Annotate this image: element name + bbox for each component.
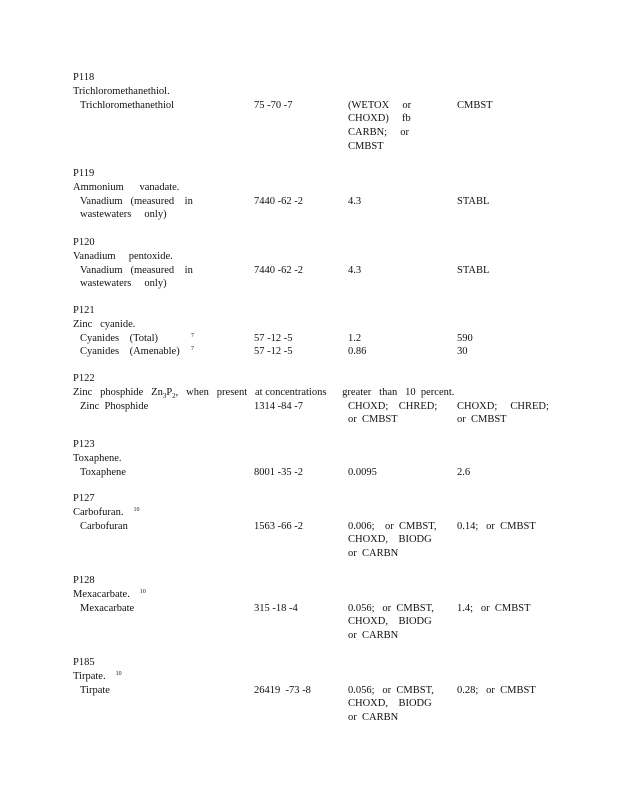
subscript: 2 — [172, 391, 176, 400]
waste-title — [73, 250, 573, 264]
constituent-name — [80, 332, 205, 346]
title-text: , when present at concentrations greater than 10 percent. — [175, 386, 455, 398]
ww-line: (WETOX or — [348, 99, 412, 111]
ww-line: CHOXD, BIODG — [348, 534, 432, 546]
nonwastewater-standard — [457, 520, 552, 534]
waste-entry — [73, 167, 573, 221]
waste-entry — [73, 438, 573, 478]
title-text: Zinc phosphide Zn — [73, 386, 163, 398]
nww-line: 0.14; or CMBST — [457, 520, 536, 532]
waste-code: P119 — [73, 168, 95, 179]
title-text: Zinc cyanide. — [73, 318, 136, 330]
cas-number: 1563 -66 -2 — [254, 520, 303, 532]
nonwastewater-standard — [457, 602, 552, 616]
nww-line: 2.6 — [457, 466, 471, 478]
waste-title — [73, 588, 573, 602]
ww-line: CHOXD) fb — [348, 113, 411, 125]
wastewater-standard — [348, 264, 436, 278]
nonwastewater-standard — [457, 466, 552, 480]
wastewater-standard — [348, 466, 436, 480]
cas-number: 75 -70 -7 — [254, 99, 293, 111]
cas-number: 57 -12 -5 — [254, 332, 293, 344]
ww-line: CMBST — [348, 140, 384, 152]
constituent-name — [80, 400, 205, 414]
ww-line: CARBN; or — [348, 127, 409, 139]
name-line: Cyanides (Amenable) — [80, 346, 180, 358]
constituent-name — [80, 602, 205, 616]
waste-code: P120 — [73, 237, 95, 248]
name-line: Vanadium (measured in — [80, 264, 193, 276]
title-text: Ammonium vanadate. — [73, 181, 180, 193]
waste-code: P127 — [73, 493, 95, 504]
name-line: Tirpate — [80, 684, 110, 696]
wastewater-standard — [348, 195, 436, 209]
name-line: Zinc Phosphide — [80, 400, 149, 412]
title-text: Tirpate. — [73, 670, 106, 682]
ww-line: 1.2 — [348, 332, 362, 344]
constituent-name — [80, 345, 205, 359]
wastewater-standard — [348, 684, 436, 725]
constituent-name — [80, 684, 205, 698]
nonwastewater-standard — [457, 264, 552, 278]
footnote-marker: 7 — [191, 332, 194, 339]
waste-code: P118 — [73, 72, 95, 83]
footnote-marker: 10 — [139, 588, 146, 595]
waste-title — [73, 85, 573, 99]
ww-line: CHOXD; CHRED; — [348, 400, 438, 412]
cas-number: 1314 -84 -7 — [254, 400, 303, 412]
name-line: Cyanides (Total) — [80, 332, 158, 344]
nww-line: CHOXD; CHRED; — [457, 400, 549, 412]
waste-title — [73, 670, 573, 684]
ww-line: 0.056; or CMBST, — [348, 684, 434, 696]
waste-entry — [73, 574, 573, 642]
nonwastewater-standard — [457, 332, 552, 346]
nww-line: STABL — [457, 195, 490, 207]
name-line: Trichloromethanethiol — [80, 99, 175, 111]
title-text: Carbofuran. — [73, 506, 124, 518]
ww-line: CHOXD, BIODG — [348, 698, 432, 710]
title-text: P — [166, 386, 173, 398]
waste-code: P185 — [73, 657, 95, 668]
wastewater-standard — [348, 520, 436, 561]
waste-code: P122 — [73, 373, 95, 384]
nonwastewater-standard — [457, 195, 552, 209]
footnote-marker: 10 — [115, 670, 122, 677]
title-text: Toxaphene. — [73, 452, 122, 464]
waste-entry — [73, 236, 573, 290]
footnote-marker: 10 — [133, 506, 140, 513]
waste-entry — [73, 71, 573, 152]
name-line: Vanadium (measured in — [80, 195, 193, 207]
wastewater-standard — [348, 99, 436, 154]
title-text: Vanadium pentoxide. — [73, 250, 173, 262]
waste-entry — [73, 304, 573, 358]
ww-line: or CARBN — [348, 548, 399, 560]
name-line: Mexacarbate — [80, 602, 135, 614]
cas-number: 8001 -35 -2 — [254, 466, 303, 478]
waste-code: P128 — [73, 575, 95, 586]
cas-number: 7440 -62 -2 — [254, 195, 303, 207]
nww-line: or CMBST — [457, 414, 507, 426]
wastewater-standard — [348, 332, 436, 346]
name-line: wastewaters only) — [80, 278, 167, 290]
waste-title — [73, 506, 573, 520]
ww-line: CHOXD, BIODG — [348, 616, 432, 628]
nonwastewater-standard — [457, 345, 552, 359]
nonwastewater-standard — [457, 99, 552, 113]
cas-number: 315 -18 -4 — [254, 602, 298, 614]
waste-entry — [73, 492, 573, 560]
ww-line: 0.006; or CMBST, — [348, 520, 437, 532]
ww-line: 0.0095 — [348, 466, 377, 478]
nww-line: 30 — [457, 346, 468, 358]
nww-line: 0.28; or CMBST — [457, 684, 536, 696]
waste-entry — [73, 656, 573, 724]
waste-title — [73, 318, 573, 332]
ww-line: 4.3 — [348, 195, 362, 207]
constituent-name — [80, 520, 205, 534]
footnote-marker: 7 — [191, 346, 194, 353]
wastewater-standard — [348, 345, 436, 359]
constituent-name — [80, 264, 205, 292]
constituent-name — [80, 195, 205, 223]
waste-code: P121 — [73, 305, 95, 316]
waste-entry — [73, 372, 573, 426]
cas-number: 26419 -73 -8 — [254, 684, 311, 696]
name-line: Toxaphene — [80, 466, 126, 478]
subscript: 3 — [162, 391, 167, 400]
cas-number: 7440 -62 -2 — [254, 264, 303, 276]
title-text: Mexacarbate. — [73, 588, 130, 600]
constituent-name — [80, 99, 205, 113]
nww-line: STABL — [457, 264, 490, 276]
waste-title — [73, 181, 573, 195]
ww-line: or CARBN — [348, 712, 399, 724]
wastewater-standard — [348, 602, 436, 643]
ww-line: 4.3 — [348, 264, 362, 276]
ww-line: 0.056; or CMBST, — [348, 602, 434, 614]
waste-code: P123 — [73, 439, 95, 450]
ww-line: or CARBN — [348, 630, 399, 642]
nww-line: 1.4; or CMBST — [457, 602, 531, 614]
nonwastewater-standard — [457, 684, 552, 698]
wastewater-standard — [348, 400, 436, 428]
nww-line: 590 — [457, 332, 473, 344]
cas-number: 57 -12 -5 — [254, 346, 293, 358]
nww-line: CMBST — [457, 99, 493, 111]
constituent-name — [80, 466, 205, 480]
name-line: wastewaters only) — [80, 209, 167, 221]
waste-title — [73, 452, 573, 466]
ww-line: 0.86 — [348, 346, 367, 358]
nonwastewater-standard — [457, 400, 552, 428]
title-text: Trichloromethanethiol. — [73, 85, 170, 97]
ww-line: or CMBST — [348, 414, 398, 426]
name-line: Carbofuran — [80, 520, 128, 532]
